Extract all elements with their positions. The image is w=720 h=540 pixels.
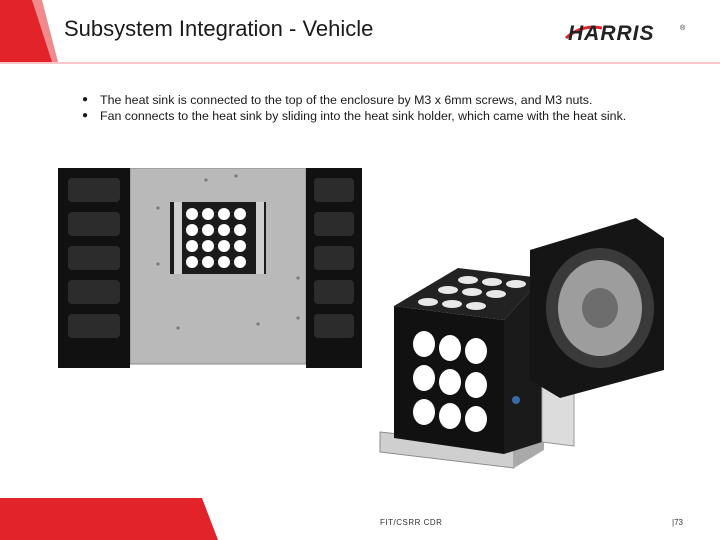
footer-code: FIT/CSRR CDR (380, 518, 443, 527)
enclosure-top-view-image (58, 168, 378, 368)
footer-red-shape (0, 498, 218, 540)
bullet-list (82, 92, 642, 124)
bullet-text: Fan connects to the heat sink by sliding into the heat sink holder, which came with the heat sink. (100, 109, 627, 123)
bullet-item (82, 92, 642, 108)
logo-registered-mark: ® (680, 25, 686, 32)
logo-text: HARRIS (568, 22, 655, 45)
bullet-dot-icon: ● (82, 94, 89, 105)
bullet-item (82, 108, 642, 124)
page-title: Subsystem Integration - Vehicle (64, 16, 374, 41)
heat-sink-fan-image (364, 210, 672, 486)
page-number: |73 (672, 518, 683, 527)
harris-logo (562, 18, 688, 48)
bullet-dot-icon: ● (82, 110, 89, 121)
bullet-text: The heat sink is connected to the top of the enclosure by M3 x 6mm screws, and M3 nuts. (100, 93, 593, 107)
footer-decoration (0, 496, 720, 540)
